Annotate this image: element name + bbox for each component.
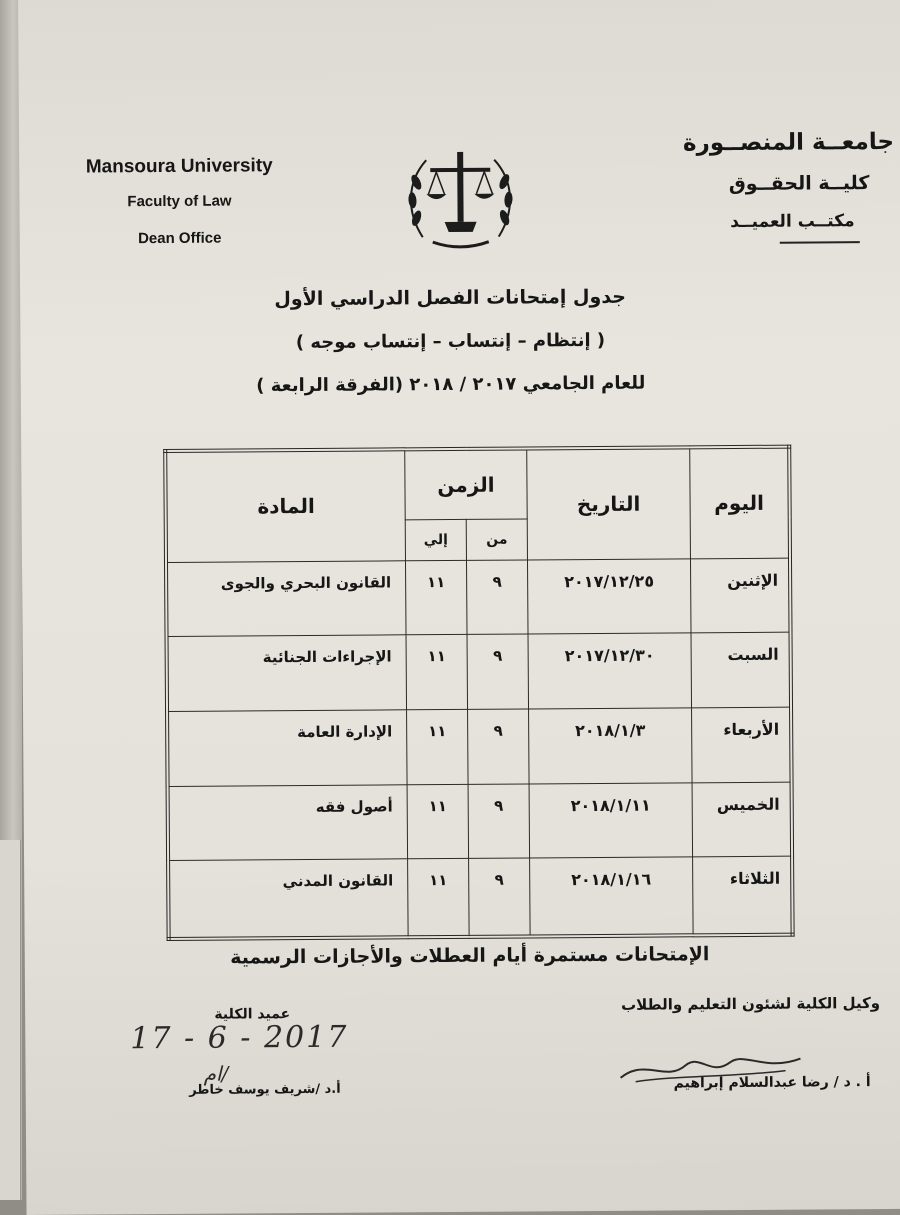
vice-dean-signature-block xyxy=(570,994,881,1092)
schedule-subtitle: ( إنتظام – إنتساب – إنتساب موجه ) xyxy=(295,329,606,354)
table-row xyxy=(168,856,793,938)
header-subject: المادة xyxy=(165,449,405,562)
row-to: ١١ xyxy=(405,560,467,635)
row-to: ١١ xyxy=(408,859,470,938)
back-paper-stack xyxy=(0,840,21,1200)
letterhead-underline xyxy=(780,241,860,244)
exam-schedule-table xyxy=(163,445,794,941)
table-row xyxy=(168,782,793,861)
handwritten-initials: ام/ xyxy=(203,1061,229,1086)
row-to: ١١ xyxy=(407,784,469,859)
handwritten-signature-icon xyxy=(615,1047,805,1088)
university-name: Mansoura University xyxy=(85,155,273,178)
row-day: الثلاثاء xyxy=(693,856,793,935)
table-row xyxy=(167,707,792,786)
row-subject: الإجراءات الجنائية xyxy=(167,635,407,711)
row-date: ٢٠١٨/١/٣ xyxy=(529,708,693,784)
row-from: ٩ xyxy=(469,858,531,937)
header-from: من xyxy=(466,518,527,559)
scales-of-justice-emblem-icon xyxy=(404,142,517,253)
dean-title: عميد الكلية xyxy=(214,1006,291,1023)
arabic-letterhead xyxy=(679,128,895,233)
holiday-note: الإمتحانات مستمرة أيام العطلات والأجازات الرسمية xyxy=(230,943,710,969)
arabic-university-name: جامعــة المنصــورة xyxy=(682,128,895,157)
dean-name: أ.د /شريف يوسف خاطر xyxy=(189,1081,341,1098)
row-date: ٢٠١٧/١٢/٢٥ xyxy=(527,558,691,634)
row-day: الخميس xyxy=(692,782,792,857)
row-subject: القانون المدني xyxy=(168,859,408,939)
row-from: ٩ xyxy=(466,559,528,634)
row-from: ٩ xyxy=(468,709,530,784)
header-date: التاريخ xyxy=(527,447,691,559)
header-day: اليوم xyxy=(690,447,790,559)
row-subject: أصول فقه xyxy=(168,784,408,860)
row-date: ٢٠١٧/١٢/٣٠ xyxy=(528,633,692,709)
table-row xyxy=(166,558,791,637)
row-day: السبت xyxy=(691,632,791,707)
arabic-office-name: مكتــب العميــد xyxy=(730,211,855,233)
header-to: إلي xyxy=(405,519,466,560)
vice-dean-name: أ . د / رضا عبدالسلام إبراهيم xyxy=(673,1074,871,1092)
arabic-faculty-name: كليــة الحقــوق xyxy=(728,172,870,196)
row-to: ١١ xyxy=(407,709,469,784)
header-time: الزمن xyxy=(405,448,527,519)
row-day: الإثنين xyxy=(690,558,790,633)
english-letterhead xyxy=(64,156,295,247)
row-day: الأربعاء xyxy=(692,707,792,782)
office-name: Dean Office xyxy=(137,229,222,248)
row-date: ٢٠١٨/١/١١ xyxy=(529,782,693,858)
row-subject: القانون البحري والجوى xyxy=(166,560,406,636)
vice-dean-title: وكيل الكلية لشئون التعليم والطلاب xyxy=(620,994,881,1014)
row-from: ٩ xyxy=(468,784,530,859)
row-from: ٩ xyxy=(467,634,529,709)
row-date: ٢٠١٨/١/١٦ xyxy=(530,857,694,936)
row-subject: الإدارة العامة xyxy=(167,710,407,786)
faculty-name: Faculty of Law xyxy=(127,192,232,211)
document-page xyxy=(18,0,900,1215)
academic-year: للعام الجامعي ٢٠١٧ / ٢٠١٨ (الفرقة الرابعة ) xyxy=(256,372,646,397)
handwritten-date: 17 - 6 - 2017 xyxy=(130,1019,349,1057)
schedule-title: جدول إمتحانات الفصل الدراسي الأول xyxy=(274,285,627,311)
row-to: ١١ xyxy=(406,635,468,710)
document-title-block xyxy=(170,285,731,397)
table-row xyxy=(167,632,792,711)
